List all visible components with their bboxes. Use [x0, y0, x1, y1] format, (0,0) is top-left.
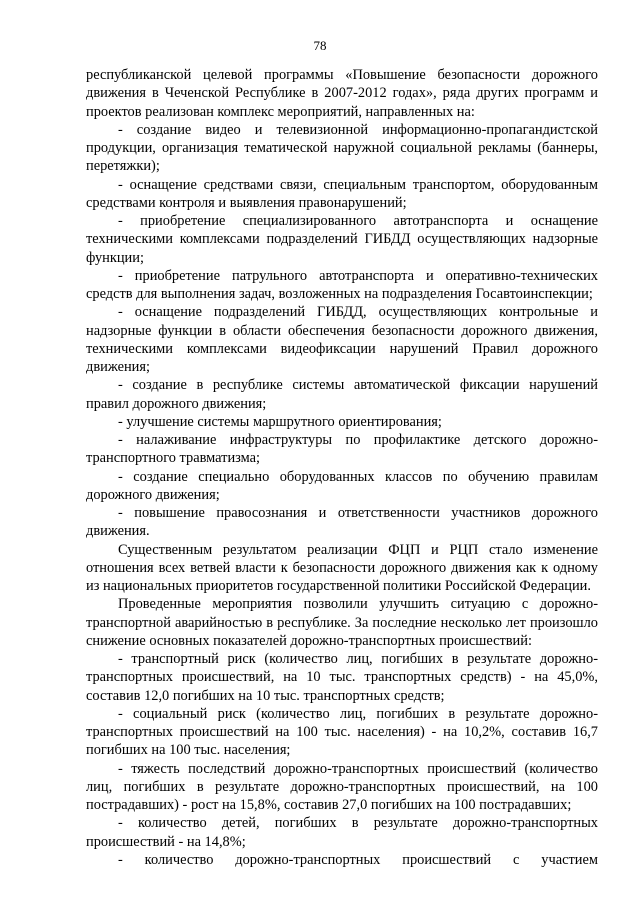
document-body	[86, 66, 598, 869]
list-item: - оснащение подразделений ГИБДД, осуществляющих контрольные и надзорные функции в области обеспечения безопасности дорожного движения, техническими комплексами видеофиксации нарушений Правил дорожного движения;	[86, 304, 598, 375]
list-item: - оснащение средствами связи, специальным транспортом, оборудованным средствами контроля и выявления правонарушений;	[86, 176, 598, 211]
list-item: - создание видео и телевизионной информационно-пропагандистской продукции, организация тематической наружной социальной рекламы (баннеры, перетяжки);	[86, 121, 598, 175]
list-item: - создание специально оборудованных классов по обучению правилам дорожного движения;	[86, 468, 598, 503]
list-item: - количество дорожно-транспортных происшествий с участием	[118, 851, 598, 868]
list-item: - тяжесть последствий дорожно-транспортных происшествий (количество лиц, погибших в результате дорожно-транспортных происшествий, на 100 пострадавших) - рост на 15,8%, составив 27,0 погибших на 100 пострадавших;	[86, 760, 598, 813]
paragraph-intro: республиканской целевой программы «Повышение безопасности дорожного движения в Чеченской Республике в 2007-2012 годах», ряда других программ и проектов реализован комплекс мероприятий, направленных на:	[86, 67, 598, 120]
list-item: - транспортный риск (количество лиц, погибших в результате дорожно-транспортных происшествий, на 10 тыс. транспортных средств) - на 45,0%, составив 12,0 погибших на 10 тыс. транспортных средств;	[86, 651, 598, 704]
list-item: - приобретение патрульного автотранспорта и оперативно-технических средств для выполнения задач, возложенных на подразделения Госавтоинспекции;	[86, 267, 598, 302]
list-item: - создание в республике системы автоматической фиксации нарушений правил дорожного движения;	[86, 377, 598, 412]
list-item: - налаживание инфраструктуры по профилактике детского дорожно-транспортного травматизма;	[86, 432, 598, 467]
list-item: - приобретение специализированного автотранспорта и оснащение техническими комплексами подразделений ГИБДД осуществляющих надзорные функции;	[86, 213, 598, 266]
list-item: - количество детей, погибших в результате дорожно-транспортных происшествий - на 14,8%;	[86, 815, 598, 850]
paragraph-measures: Проведенные мероприятия позволили улучшить ситуацию с дорожно-транспортной аварийностью в республике. За последние несколько лет произошло снижение основных показателей дорожно-транспортных происшествий:	[86, 596, 598, 649]
list-item: - повышение правосознания и ответственности участников дорожного движения.	[86, 505, 598, 540]
list-item: - улучшение системы маршрутного ориентирования;	[118, 413, 442, 430]
page-number: 78	[313, 38, 327, 53]
paragraph-result: Существенным результатом реализации ФЦП и РЦП стало изменение отношения всех ветвей власти к безопасности дорожного движения как к одному из национальных приоритетов государственной политики Российской Федерации.	[86, 541, 598, 594]
list-item: - социальный риск (количество лиц, погибших в результате дорожно-транспортных происшествий на 100 тыс. населения) - на 10,2%, составив 16,7 погибших на 100 тыс. населения;	[86, 705, 598, 759]
